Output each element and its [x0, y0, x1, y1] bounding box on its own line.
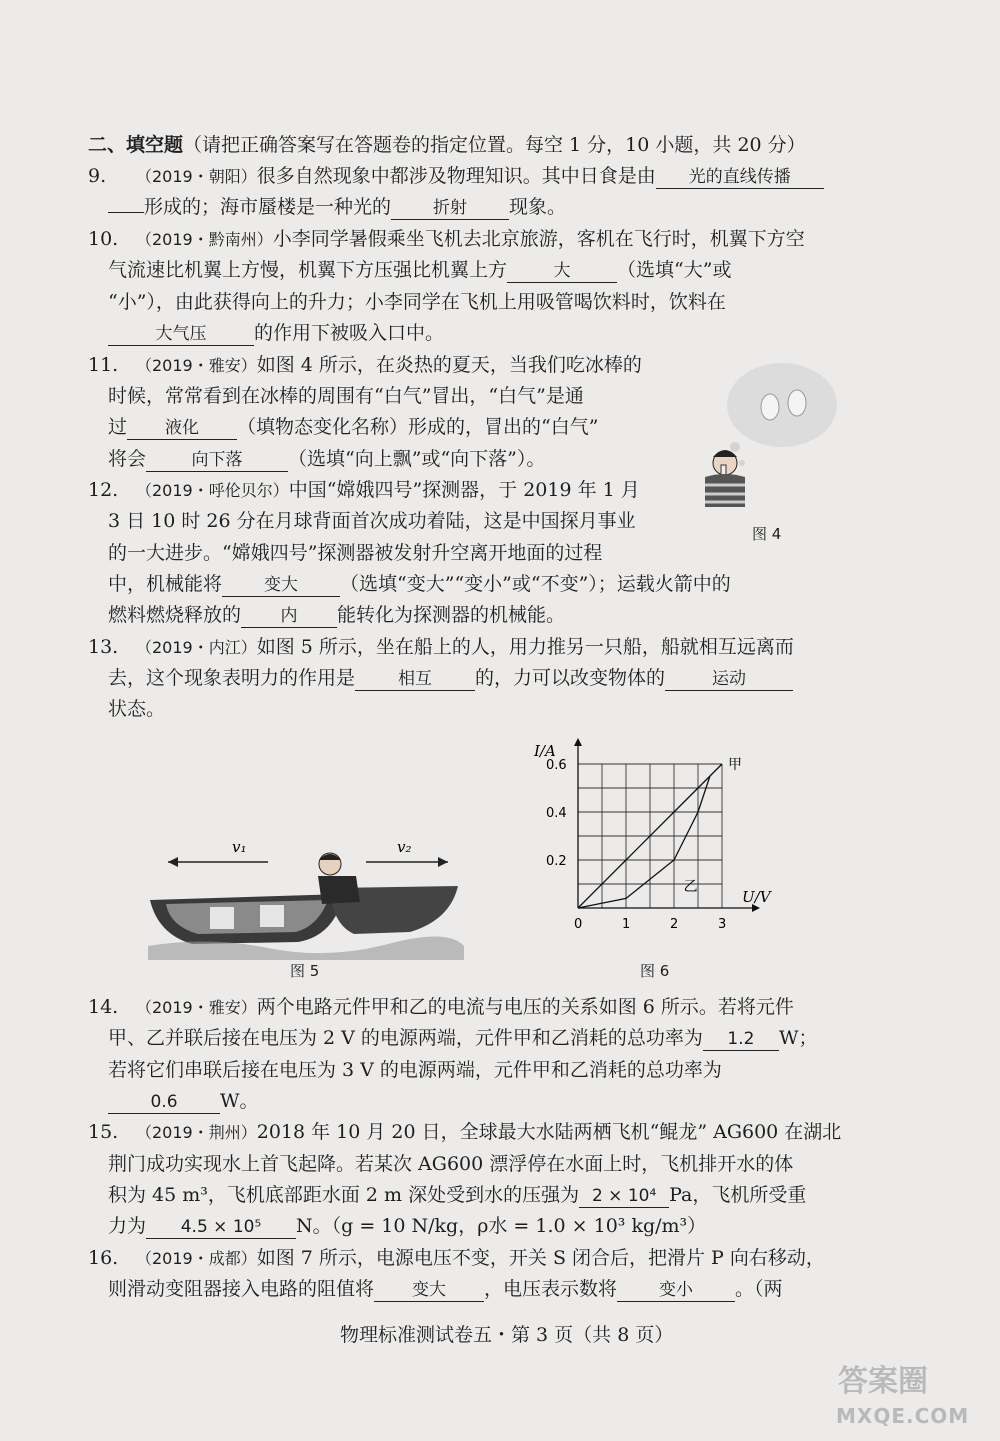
question-source: （2019・内江）: [136, 638, 257, 657]
answer-blank: 变小: [617, 1279, 735, 1302]
question-10-line-2: [108, 258, 731, 283]
question-12-line-4: [108, 572, 731, 597]
question-text: N。（g = 10 N/kg，ρ水 = 1.0 × 10³ kg/m³）: [296, 1215, 707, 1237]
question-14-line-2: [108, 1026, 817, 1051]
question-text: 。（两: [735, 1278, 783, 1300]
question-14-line-4: [108, 1089, 259, 1114]
question-9-line-2: [108, 195, 566, 220]
question-15-line-3: [108, 1183, 806, 1208]
question-text: Pa，飞机所受重: [669, 1184, 807, 1206]
answer-blank: 大: [507, 260, 617, 283]
question-14-line-1: [88, 995, 794, 1020]
section-heading: [88, 133, 806, 157]
answer-blank: 2 × 10⁴: [579, 1185, 669, 1208]
question-source: （2019・雅安）: [136, 356, 257, 375]
question-source: （2019・成都）: [136, 1249, 257, 1268]
question-text: （选填“大”或: [617, 259, 732, 281]
question-text: 如图 7 所示，电源电压不变，开关 S 闭合后，把滑片 P 向右移动，: [256, 1247, 825, 1269]
question-number: 12.: [88, 479, 119, 501]
velocity-label-v2: v₂: [397, 838, 412, 856]
watermark-url: MXQE.COM: [836, 1404, 970, 1428]
cloud-dot: [730, 442, 740, 452]
person-hair: [319, 854, 341, 860]
answer-blank: 变大: [222, 574, 340, 597]
question-text: 去，这个现象表明力的作用是: [108, 667, 356, 689]
series-label-jia: 甲: [728, 757, 742, 773]
question-text: 中，机械能将: [108, 573, 223, 595]
question-text: 若将它们串联后接在电压为 3 V 的电源两端，元件甲和乙消耗的总功率为: [108, 1059, 722, 1081]
question-text: 小李同学暑假乘坐飞机去北京旅游，客机在飞行时，机翼下方空: [272, 228, 805, 250]
answer-blank: 折射: [391, 197, 509, 220]
answer-blank: 向下落: [146, 449, 288, 472]
cloud-dot: [739, 460, 745, 466]
question-source: （2019・黔南州）: [136, 230, 273, 249]
question-16-line-2: [108, 1277, 783, 1302]
question-15-line-1: [88, 1120, 841, 1145]
answer-blank: 液化: [127, 417, 237, 440]
answer-blank: 相互: [355, 668, 475, 691]
question-text: 很多自然现象中都涉及物理知识。其中日食是由: [256, 165, 656, 187]
question-text: （选填“变大”“变小”或“不变”）；运载火箭中的: [340, 573, 731, 595]
question-15-line-4: [108, 1214, 706, 1239]
question-text: 过: [108, 416, 128, 438]
thought-cloud: [727, 363, 837, 447]
answer-blank: 0.6: [108, 1091, 220, 1114]
question-text: 如图 4 所示，在炎热的夏天，当我们吃冰棒的: [256, 354, 642, 376]
question-source: （2019・朝阳）: [136, 167, 257, 186]
question-15-line-2: [108, 1152, 793, 1176]
question-11-line-2: [108, 384, 584, 408]
question-text: 力为: [108, 1215, 147, 1237]
question-text: “小”），由此获得向上的升力；小李同学在飞机上用吸管喝饮料时，饮料在: [108, 291, 726, 313]
figure-6-chart: [528, 728, 778, 950]
question-13-line-3: [108, 697, 165, 721]
question-16-line-1: [88, 1246, 825, 1271]
question-source: （2019・荆州）: [136, 1123, 257, 1142]
figure-4-caption: 图 4: [752, 525, 782, 543]
question-text: 2018 年 10 月 20 日，全球最大水陆两栖飞机“鲲龙” AG600 在湖北: [256, 1121, 842, 1143]
y-tick-label: 0.2: [546, 854, 567, 869]
question-text: 状态。: [108, 698, 166, 720]
question-12-line-2: [108, 509, 636, 533]
arrowhead-right: [438, 857, 448, 867]
figure-4-illustration: [690, 345, 840, 525]
section-title: 二、填空题: [88, 134, 184, 156]
y-tick-label: 0.4: [546, 806, 567, 821]
question-text: 两个电路元件甲和乙的电流与电压的关系如图 6 所示。若将元件: [256, 996, 794, 1018]
answer-blank: 大气压: [108, 323, 254, 346]
figure-6-caption: 图 6: [640, 962, 670, 980]
question-text: 3 日 10 时 26 分在月球背面首次成功着陆，这是中国探月事业: [108, 510, 636, 532]
question-text: 的，力可以改变物体的: [475, 667, 666, 689]
question-text: 的作用下被吸入口中。: [254, 322, 445, 344]
question-12-line-3: [108, 541, 602, 565]
watermark-logo: 答案圈: [838, 1364, 928, 1399]
question-12-line-5: [108, 603, 565, 628]
question-text: 中国“嫦娥四号”探测器，于 2019 年 1 月: [288, 479, 640, 501]
question-text: 能转化为探测器的机械能。: [337, 604, 566, 626]
question-number: 16.: [88, 1247, 119, 1269]
ice-pop-small: [761, 394, 779, 420]
velocity-label-v1: v₁: [232, 838, 247, 856]
question-number: 13.: [88, 636, 119, 658]
question-10-line-3: [108, 290, 726, 314]
x-tick-label: 2: [670, 917, 679, 932]
answer-blank: 光的直线传播: [656, 166, 824, 189]
question-text: 气流速比机翼上方慢，机翼下方压强比机翼上方: [108, 259, 508, 281]
y-axis-label: I/A: [534, 742, 556, 760]
question-text: 荆门成功实现水上首飞起降。若某次 AG600 漂浮停在水面上时，飞机排开水的体: [108, 1153, 794, 1175]
figure-5-illustration: [148, 828, 464, 960]
boat-seat: [210, 907, 234, 929]
question-text: W。: [220, 1090, 259, 1112]
y-axis-arrow: [574, 738, 582, 746]
question-text: 则滑动变阻器接入电路的阻值将: [108, 1278, 375, 1300]
question-text: W；: [778, 1027, 818, 1049]
question-text: 甲、乙并联后接在电压为 2 V 的电源两端，元件甲和乙消耗的总功率为: [108, 1027, 703, 1049]
boat-left-interior: [166, 900, 328, 934]
question-text: （填物态变化名称）形成的，冒出的“白气”: [237, 416, 599, 438]
series-label-yi: 乙: [683, 879, 698, 896]
question-number: 11.: [88, 354, 119, 376]
answer-blank: 内: [241, 605, 337, 628]
question-text: 如图 5 所示，坐在船上的人，用力推另一只船，船就相互远离而: [256, 636, 794, 658]
question-14-line-3: [108, 1058, 722, 1082]
section-instruction: （请把正确答案写在答题卷的指定位置。每空 1 分，10 小题，共 20 分）: [183, 134, 806, 156]
answer-blank: 1.2: [703, 1028, 779, 1051]
question-11-line-1: [88, 353, 642, 378]
question-number: 9.: [88, 165, 107, 187]
question-9-line-1: [88, 164, 824, 189]
question-source: （2019・雅安）: [136, 998, 257, 1017]
question-text: 将会: [108, 448, 147, 470]
question-source: （2019・呼伦贝尔）: [136, 481, 289, 500]
question-number: 10.: [88, 228, 119, 250]
question-13-line-1: [88, 635, 794, 660]
arrowhead-left: [168, 857, 178, 867]
figure-5-caption: 图 5: [290, 962, 320, 980]
question-text: （选填“向上飘”或“向下落”）。: [288, 448, 546, 470]
question-11-line-3: [108, 415, 598, 440]
y-tick-label: 0.6: [546, 758, 567, 773]
x-tick-label: 1: [622, 917, 631, 932]
answer-blank: 4.5 × 10⁵: [146, 1216, 296, 1239]
question-text: 现象。: [509, 196, 567, 218]
question-number: 15.: [88, 1121, 119, 1143]
question-number: 14.: [88, 996, 119, 1018]
question-text: 时候，常常看到在冰棒的周围有“白气”冒出，“白气”是通: [108, 385, 584, 407]
answer-blank-tail: [108, 212, 144, 213]
ice-pop-small: [788, 390, 806, 416]
question-12-line-1: [88, 478, 640, 503]
x-tick-label: 3: [718, 917, 727, 932]
boat-seat: [260, 905, 284, 927]
question-text: ，电压表示数将: [484, 1278, 618, 1300]
question-13-line-2: [108, 666, 793, 691]
question-10-line-4: [108, 321, 444, 346]
answer-blank: 变大: [374, 1279, 484, 1302]
page-footer: 物理标准测试卷五・第 3 页（共 8 页）: [340, 1324, 674, 1346]
x-tick-label: 0: [574, 917, 583, 932]
question-text: 的一大进步。“嫦娥四号”探测器被发射升空离开地面的过程: [108, 542, 603, 564]
question-text: 形成的；海市蜃楼是一种光的: [144, 196, 392, 218]
question-text: 积为 45 m³，飞机底部距水面 2 m 深处受到水的压强为: [108, 1184, 580, 1206]
x-axis-label: U/V: [742, 888, 771, 906]
question-11-line-4: [108, 447, 545, 472]
question-10-line-1: [88, 227, 805, 252]
answer-blank: 运动: [665, 668, 793, 691]
question-text: 燃料燃烧释放的: [108, 604, 242, 626]
